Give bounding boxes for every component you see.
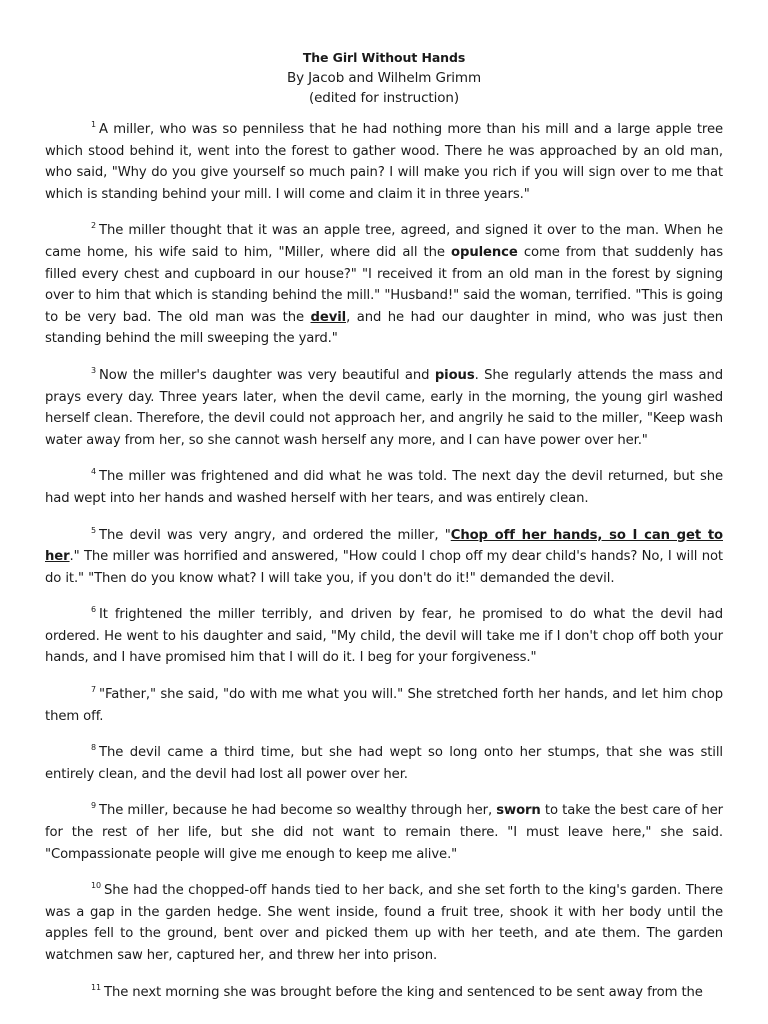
paragraph-number: 8 (91, 743, 96, 753)
paragraph (45, 977, 723, 1004)
paragraph (45, 795, 723, 865)
vocab-term-underlined: devil (310, 309, 347, 325)
document-body (45, 114, 723, 1003)
paragraph (45, 875, 723, 966)
paragraph-text: The miller thought that it was an apple tree, agreed, and signed it over to the man. When he came home, his wife said to him, "Miller, where did all the (45, 223, 723, 260)
paragraph (45, 520, 723, 590)
paragraph-number: 5 (91, 525, 96, 535)
document-edited-note: (edited for instruction) (308, 90, 460, 106)
paragraph-text: The miller, because he had become so wealthy through her, (99, 803, 497, 819)
paragraph-text: . She regularly attends the mass and prays every day. Three years later, when the devil came, early in the morning, the young girl washed herself clean. Therefore, the devil could not approach her, and angrily he said to the miller, "Keep wash water away from her, so she cannot wash herself any more, and I can have power over her." (45, 367, 723, 448)
paragraph-text: "Father," she said, "do with me what you will." She stretched forth her hands, and let him chop them off. (45, 687, 723, 724)
paragraph-number: 3 (91, 365, 96, 375)
vocab-term-underlined: Chop off her hands, so I can get to her (45, 527, 723, 565)
paragraph-number: 9 (91, 801, 96, 811)
paragraph-text: The devil was very angry, and ordered the miller, " (99, 527, 451, 543)
paragraph (45, 679, 723, 727)
paragraph-text: She had the chopped-off hands tied to her back, and she set forth to the king's garden. There was a gap in the garden hedge. She went inside, found a fruit tree, shook it with her body until the apples fell to the ground, bent over and picked them up with her teeth, and ate them. The garden watchmen saw her, captured her, and threw her into prison. (45, 883, 723, 963)
paragraph-text: to take the best care of her for the rest of her life, but she did not want to remain there. "I must leave here," she said. "Compassionate people will give me enough to keep me alive." (45, 803, 723, 862)
paragraph-number: 11 (91, 982, 101, 992)
paragraph-number: 4 (91, 467, 96, 477)
vocab-term: opulence (451, 244, 518, 260)
paragraph-number: 2 (91, 221, 96, 231)
paragraph-text: It frightened the miller terribly, and driven by fear, he promised to do what the devil had ordered. He went to his daughter and said, "My child, the devil will take me if I don't chop off both your hands, and I have promised him that I will do it. I beg for your forgiveness." (45, 607, 723, 666)
paragraph (45, 114, 723, 205)
paragraph-text: ." The miller was horrified and answered, "How could I chop off my dear child's hands? No, I will not do it." "Then do you know what? I will take you, if you don't do it!" demanded the devil. (45, 549, 723, 586)
paragraph-number: 7 (91, 685, 96, 695)
paragraph (45, 215, 723, 350)
paragraph (45, 360, 723, 451)
vocab-term: pious (434, 367, 475, 383)
paragraph (45, 599, 723, 669)
document-page (45, 48, 723, 1013)
paragraph-number: 10 (91, 881, 101, 891)
paragraph-number: 1 (91, 120, 96, 129)
document-byline: By Jacob and Wilhelm Grimm (286, 70, 482, 86)
paragraph-text: A miller, who was so penniless that he had nothing more than his mill and a large apple tree which stood behind it, went into the forest to gather wood. There he was approached by an old man, who said, "Why do you give yourself so much pain? I will make you rich if you will sign over to me that which is standing behind your mill. I will come and claim it in three years." (45, 122, 723, 202)
paragraph-text: come from that suddenly has filled every chest and cupboard in our house?" "I received it from an old man in the forest by signing over to him that which is standing behind the mill." "Husband!" said the woman, terrified. "This is going to be very bad. The old man was the (45, 244, 723, 325)
paragraph (45, 737, 723, 785)
paragraph-text: , and he had our daughter in mind, who was just then standing behind the mill sweeping the yard." (45, 309, 723, 347)
vocab-term: sworn (496, 803, 541, 819)
paragraph-number: 6 (91, 605, 96, 615)
paragraph-text: The devil came a third time, but she had wept so long onto her stumps, that she was still entirely clean, and the devil had lost all power over her. (45, 745, 723, 782)
document-title: The Girl Without Hands (302, 50, 466, 65)
paragraph-text: The miller was frightened and did what he was told. The next day the devil returned, but she had wept into her hands and washed herself with her tears, and was entirely clean. (45, 469, 723, 506)
paragraph (45, 461, 723, 509)
paragraph-text: The next morning she was brought before the king and sentenced to be sent away from the (103, 984, 703, 1000)
paragraph-text: Now the miller's daughter was very beautiful and (99, 367, 435, 383)
